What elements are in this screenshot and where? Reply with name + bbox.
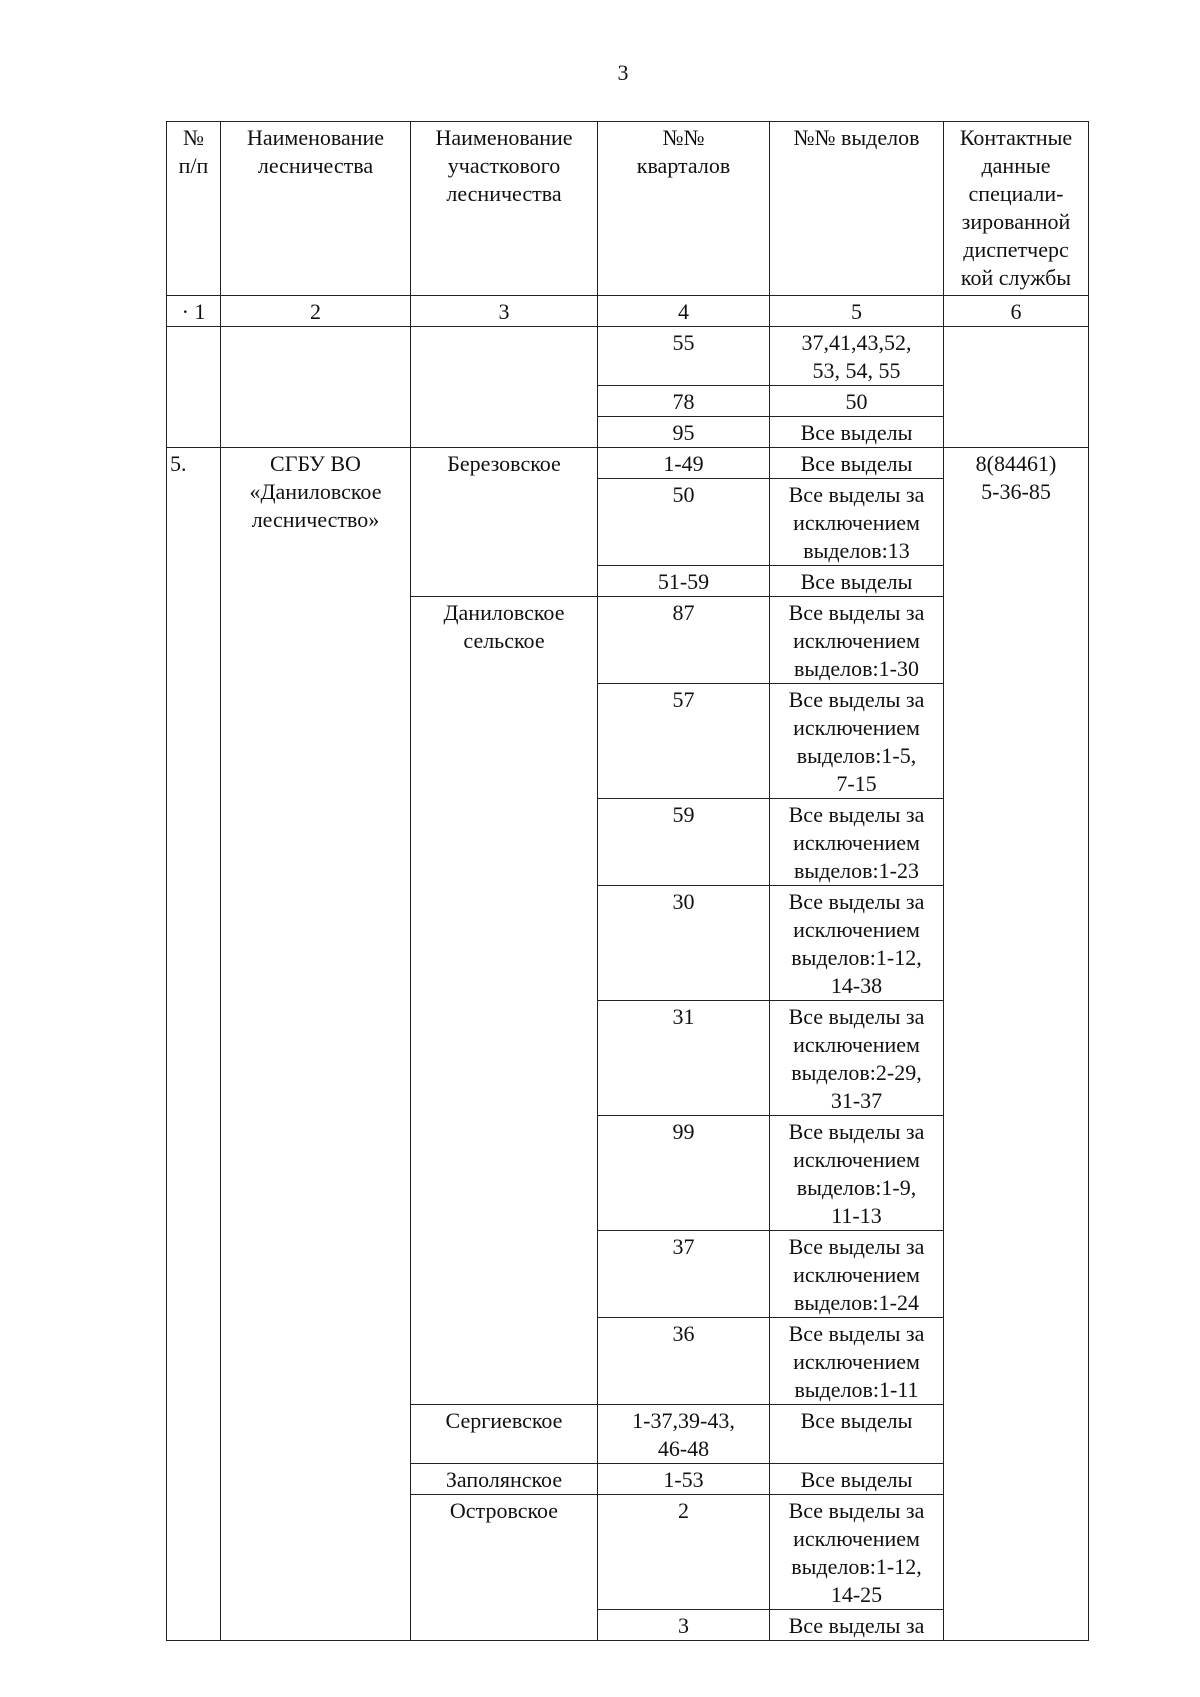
header-district-forestry: Наименование участкового лесничества — [411, 122, 598, 296]
empty-cell — [944, 327, 1089, 448]
empty-cell — [221, 327, 411, 448]
district-name: Даниловское сельское — [411, 597, 598, 1405]
forestry-name: СГБУ ВО «Даниловское лесничество» — [221, 448, 411, 1641]
forestry-table — [166, 121, 1089, 1641]
table-header-row — [167, 122, 1089, 296]
quarters-cell: 57 — [598, 684, 770, 799]
page-number: 3 — [617, 60, 629, 85]
header-contacts: Контактные данные специали- зированной диспетчерс кой службы — [944, 122, 1089, 296]
sections-cell: Все выделы за исключением выделов:1-30 — [770, 597, 944, 684]
quarters-cell: 3 — [598, 1610, 770, 1641]
quarters-cell: 1-37,39-43, 46-48 — [598, 1405, 770, 1464]
sections-cell: Все выделы за исключением выделов:1-24 — [770, 1231, 944, 1318]
quarters-cell: 51-59 — [598, 566, 770, 597]
district-name: Островское — [411, 1495, 598, 1641]
quarters-cell: 78 — [598, 386, 770, 417]
sections-cell: 37,41,43,52, 53, 54, 55 — [770, 327, 944, 386]
quarters-cell: 87 — [598, 597, 770, 684]
sections-cell: Все выделы за исключением выделов:1-12, 14-38 — [770, 886, 944, 1001]
quarters-cell: 1-53 — [598, 1464, 770, 1495]
quarters-cell: 30 — [598, 886, 770, 1001]
quarters-cell: 36 — [598, 1318, 770, 1405]
empty-cell — [167, 327, 221, 448]
column-number: 5 — [770, 296, 944, 327]
sections-cell: Все выделы за исключением выделов:1-11 — [770, 1318, 944, 1405]
sections-cell: Все выделы за исключением выделов:13 — [770, 479, 944, 566]
quarters-cell: 55 — [598, 327, 770, 386]
column-number: 4 — [598, 296, 770, 327]
district-name: Заполянское — [411, 1464, 598, 1495]
sections-cell: Все выделы — [770, 1405, 944, 1464]
district-name: Березовское — [411, 448, 598, 597]
contact-data: 8(84461) 5-36-85 — [944, 448, 1089, 1641]
empty-cell — [411, 327, 598, 448]
header-quarters: №№ кварталов — [598, 122, 770, 296]
quarters-cell: 1-49 — [598, 448, 770, 479]
sections-cell: Все выделы за исключением выделов:1-12, 14-25 — [770, 1495, 944, 1610]
sections-cell: Все выделы — [770, 566, 944, 597]
column-number: 6 — [944, 296, 1089, 327]
quarters-cell: 59 — [598, 799, 770, 886]
entry-number: 5. — [167, 448, 221, 1641]
quarters-cell: 31 — [598, 1001, 770, 1116]
sections-cell: Все выделы — [770, 1464, 944, 1495]
header-number: № п/п — [167, 122, 221, 296]
header-sections: №№ выделов — [770, 122, 944, 296]
quarters-cell: 37 — [598, 1231, 770, 1318]
table-row — [167, 327, 1089, 386]
column-number-row — [167, 296, 1089, 327]
quarters-cell: 50 — [598, 479, 770, 566]
sections-cell: Все выделы за — [770, 1610, 944, 1641]
column-number: 2 — [221, 296, 411, 327]
column-number: 3 — [411, 296, 598, 327]
quarters-cell: 2 — [598, 1495, 770, 1610]
sections-cell: Все выделы за исключением выделов:1-9, 11-13 — [770, 1116, 944, 1231]
header-forestry: Наименование лесничества — [221, 122, 411, 296]
table-row — [167, 448, 1089, 479]
sections-cell: Все выделы — [770, 417, 944, 448]
sections-cell: Все выделы за исключением выделов:2-29, 31-37 — [770, 1001, 944, 1116]
sections-cell: Все выделы за исключением выделов:1-23 — [770, 799, 944, 886]
quarters-cell: 95 — [598, 417, 770, 448]
sections-cell: Все выделы — [770, 448, 944, 479]
district-name: Сергиевское — [411, 1405, 598, 1464]
column-number: · 1 — [167, 296, 221, 327]
sections-cell: 50 — [770, 386, 944, 417]
sections-cell: Все выделы за исключением выделов:1-5, 7-15 — [770, 684, 944, 799]
quarters-cell: 99 — [598, 1116, 770, 1231]
